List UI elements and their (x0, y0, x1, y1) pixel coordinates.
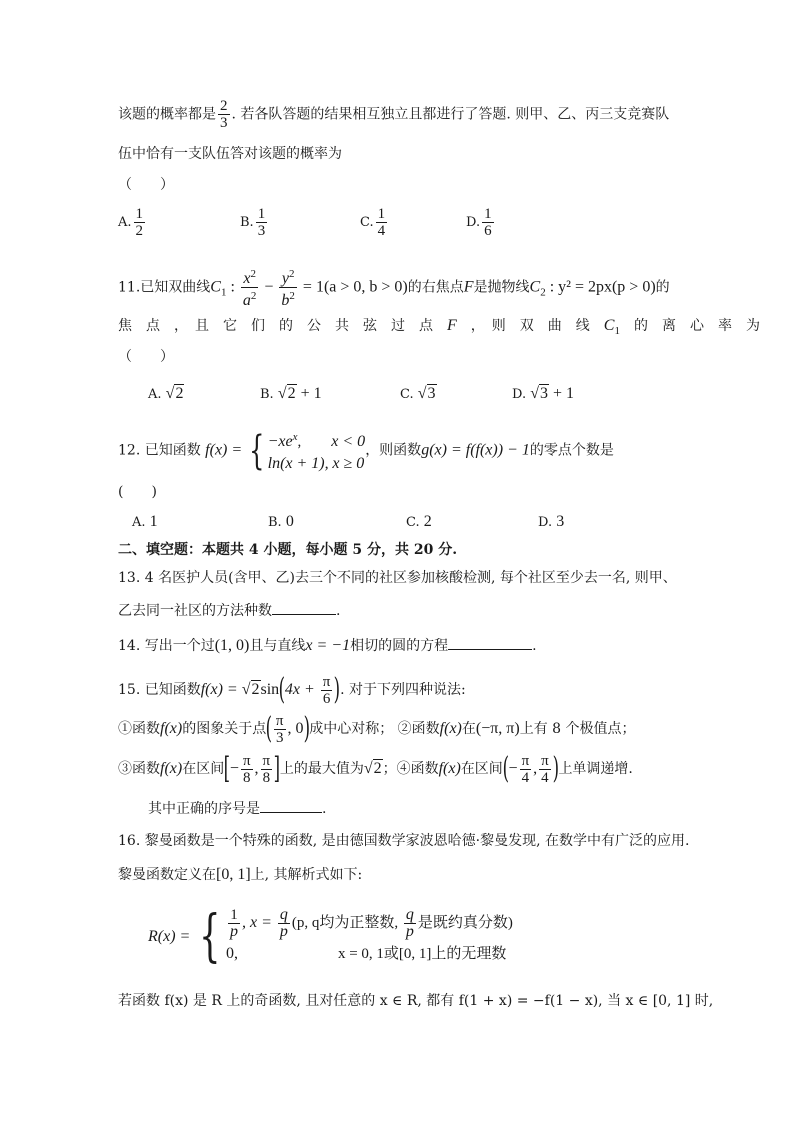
q16-last-line: 若函数 f(x) 是 R 上的奇函数, 且对任意的 x ∈ R, 都有 f(1 + x) = −f(1 − x), 当 x ∈ [0, 1] 时, (118, 993, 714, 1009)
section-heading: 二、填空题：本题共 4 小题，每小题 5 分，共 20 分. (118, 542, 458, 558)
q10-option-b[interactable]: B. $\frac{1}{3}$ (240, 206, 266, 239)
q15-line1: 15. 已知函数f(x) = √2sin(4x + $\frac{\pi}{6}$ ). 对于下列四种说法: (118, 672, 466, 707)
q11-line1: 11.已知双曲线$C_1$ : $\frac{x^2}{a^2}$ − $\frac{y^2}{b^2}$ = 1(a > 0, b > 0)的右焦点F是抛物线$C_2$ : y² = 2px(p > 0)的 (118, 268, 670, 309)
q11-option-a[interactable]: A. √2 (148, 385, 184, 402)
q11-paren: （ ） (118, 349, 174, 365)
q10-option-c[interactable]: C. $\frac{1}{4}$ (360, 206, 386, 239)
q14-line: 14. 写出一个过(1, 0)且与直线x = −1相切的圆的方程 . (118, 637, 537, 654)
q11-line2: 焦 点 ， 且 它 们 的 公 共 弦 过 点 F ， 则 双 曲 线 $C_1$ 的 离 心 率 为 (118, 317, 760, 337)
q13-line2: 乙去同一社区的方法种数 . (118, 600, 340, 621)
q15-answer-line: 其中正确的序号是 . (148, 798, 326, 819)
q13-answer-blank[interactable] (272, 600, 336, 615)
q10-option-a[interactable]: A. $\frac{1}{2}$ (118, 206, 144, 239)
q15-answer-blank[interactable] (260, 798, 322, 813)
q16-line2: 黎曼函数定义在[0, 1]上, 其解析式如下: (118, 866, 363, 883)
q14-answer-blank[interactable] (448, 635, 532, 650)
q12-option-b[interactable]: B. 0 (268, 513, 294, 530)
q16-riemann-definition: R(x) = { $\frac{1}{p}$ , x = $\frac{q}{p}$ (p, q均为正整数, $\frac{q}{p}$ 是既约真分数) 0, x = 0, 1或[0, 1]上的无理数 (148, 904, 513, 969)
q12-option-d[interactable]: D. 3 (538, 513, 565, 530)
q11-option-b[interactable]: B. √2 + 1 (260, 385, 322, 402)
q11-option-c[interactable]: C. √3 (400, 385, 436, 402)
q12-line1: 12. 已知函数 f(x) = { $-xe^x$, x < 0 ln(x + 1), x ≥ 0 ，则函数g(x) = f(f(x)) − 1的零点个数是 (118, 427, 614, 474)
q10-line1: 该题的概率都是 $\frac{2}{3}$ . 若各队答题的结果相互独立且都进行了答题. 则甲、乙、丙三支竞赛队 (118, 98, 670, 131)
q15-statements-3-4: ③函数f(x)在区间[− $\frac{\pi}{8}$ , $\frac{\pi}{8}$ ]上的最大值为√2；④函数f(x)在区间(− $\frac{\pi}{4}$ , $\frac{\pi}{4}$ )上单调递增. (118, 751, 633, 786)
q11-option-d[interactable]: D. √3 + 1 (512, 385, 575, 402)
q12-option-c[interactable]: C. 2 (406, 513, 432, 530)
q10-line2: 伍中恰有一支队伍答对该题的概率为 (118, 146, 342, 162)
q12-piecewise: $-xe^x$, x < 0 ln(x + 1), x ≥ 0 (267, 431, 366, 472)
q10-fraction: $\frac{2}{3}$ (220, 98, 228, 131)
q16-line1: 16. 黎曼函数是一个特殊的函数, 是由德国数学家波恩哈德·黎曼发现, 在数学中有广泛的应用. (118, 833, 690, 849)
q15-statements-1-2: ①函数f(x)的图象关于点( $\frac{\pi}{3}$ , 0)成中心对称； ②函数f(x)在(−π, π)上有 8 个极值点； (118, 711, 636, 746)
q10-option-d[interactable]: D. $\frac{1}{6}$ (466, 206, 492, 239)
q12-paren: ( ) (118, 484, 157, 500)
q10-paren: （ ） (118, 177, 174, 193)
q12-option-a[interactable]: A. 1 (132, 513, 158, 530)
q13-line1: 13. 4 名医护人员(含甲、乙)去三个不同的社区参加核酸检测, 每个社区至少去一名, 则甲、 (118, 570, 677, 586)
